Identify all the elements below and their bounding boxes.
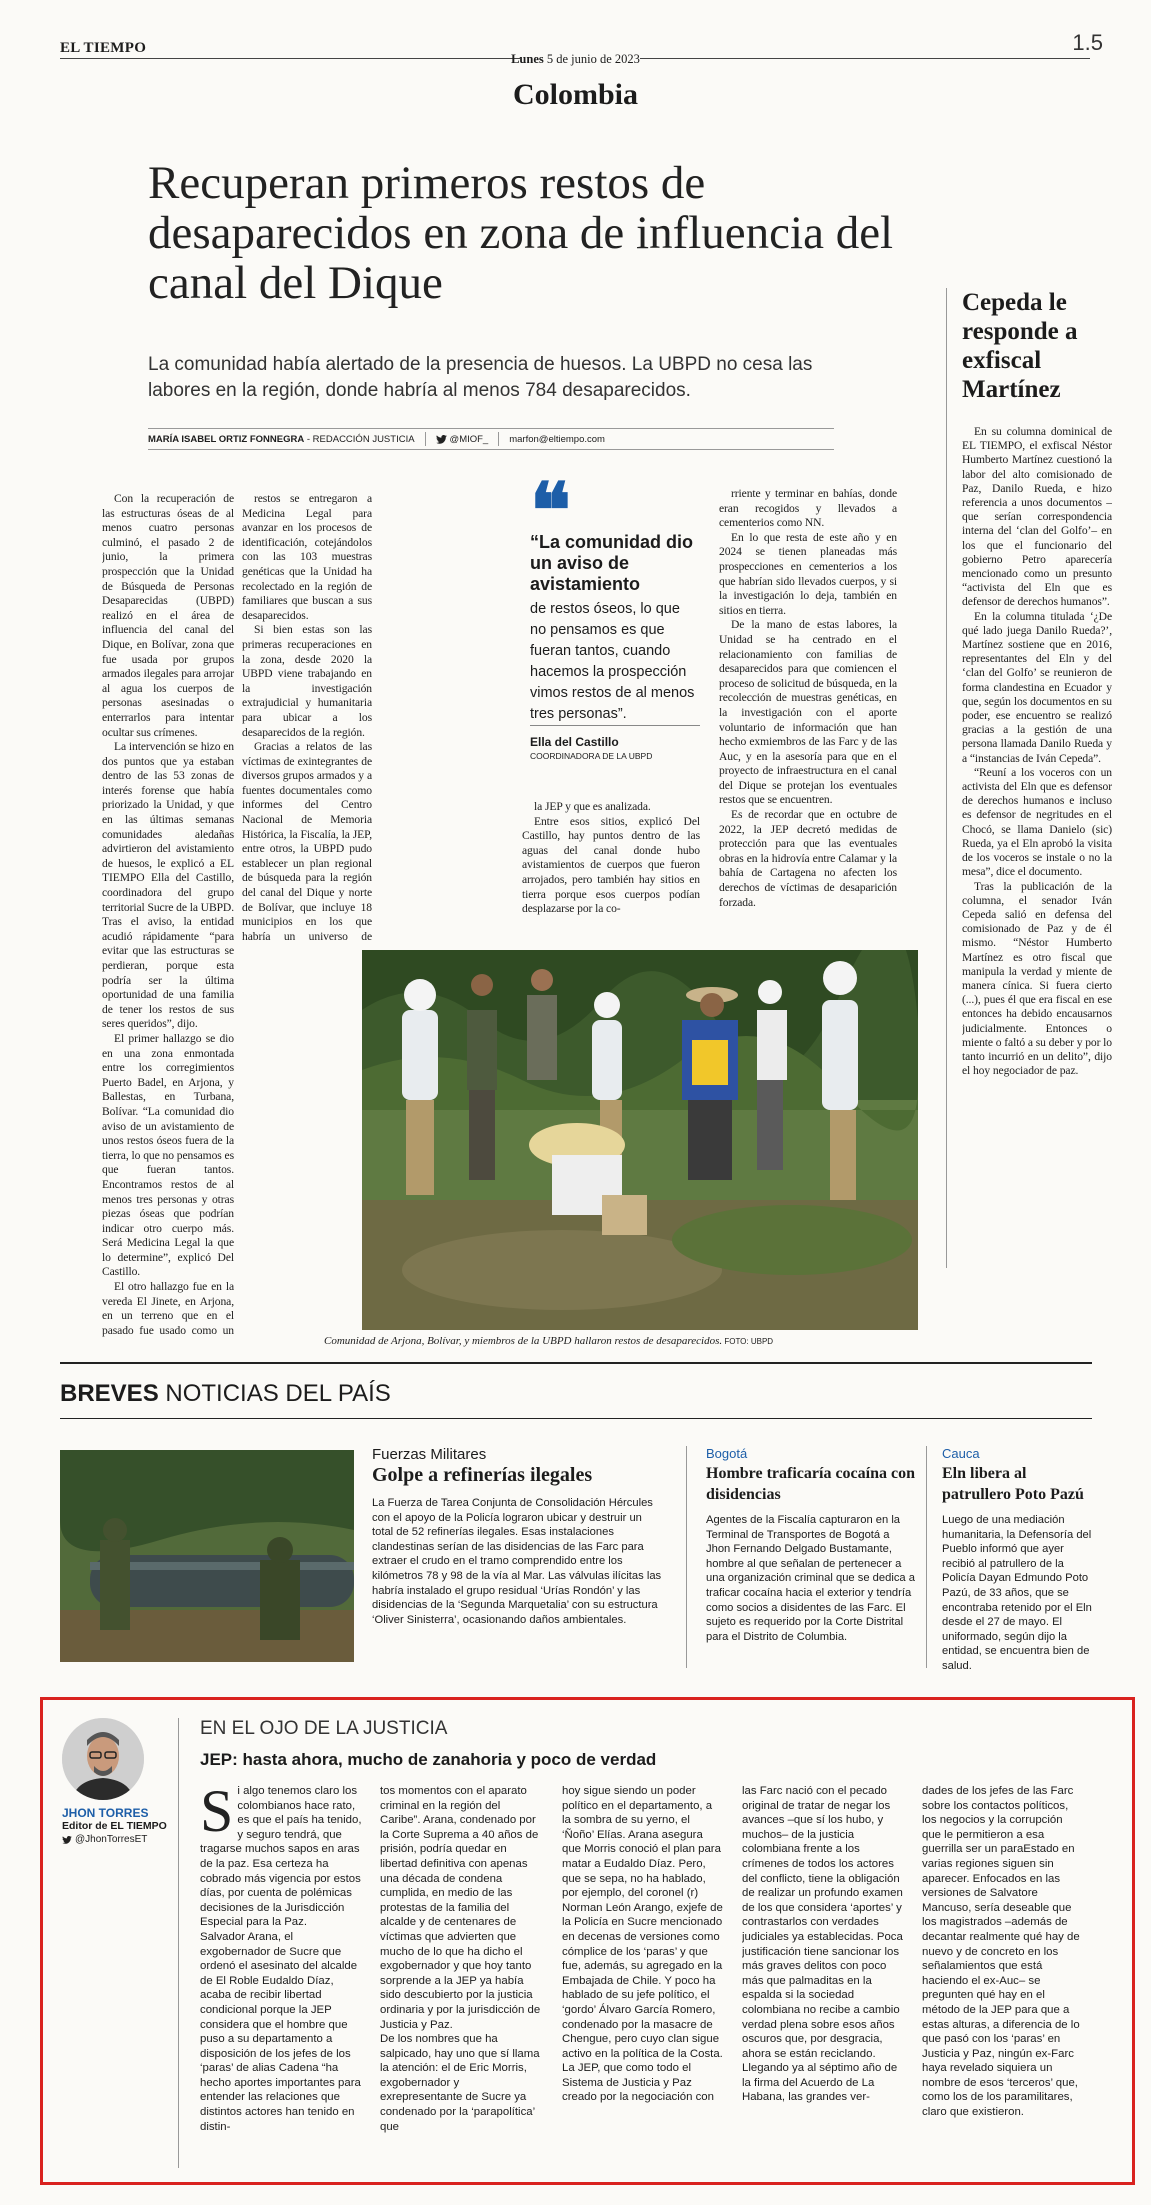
brief-kicker: Bogotá: [706, 1446, 748, 1461]
brief-kicker: Fuerzas Militares: [372, 1446, 487, 1463]
pull-quote-text: de restos óseos, lo que no pensamos es que fueran tantos, cuando hacemos la prospección vimos restos de al menos tres personas”.: [530, 601, 695, 722]
paragraph: Es de recordar que en octubre de 2022, la JEP decretó medidas de protección para que las eventuales obras en la hidrovía entre Calamar y la bahía de Cartagena no afecten los derechos de víctimas de desaparición forzada.: [719, 808, 897, 909]
brief-divider: [926, 1446, 927, 1668]
article-photo: [362, 950, 918, 1330]
brief-1: [372, 1446, 662, 1627]
photo-caption: Comunidad de Arjona, Bolívar, y miembros de la UBPD hallaron restos de desaparecidos. FOTO: UBPD: [324, 1335, 774, 1347]
opinion-section: EN EL OJO DE LA JUSTICIA: [200, 1718, 448, 1739]
paragraph: Entre esos sitios, explicó Del Castillo, hay puntos dentro de las aguas del canal donde hubo avistamientos de cuerpos que fueron arrojados, pero también hay sitios en tierra porque esos cuerpos podían desplazarse por la co-: [522, 814, 700, 916]
paragraph: En lo que resta de este año y en 2024 se tienen planeadas más prospecciones en cementerios a los que habrían sido llevados cuerpos, y si la investigación lo deja, también en sitios en tierra.: [719, 530, 897, 617]
opinion-column-2: [380, 1784, 542, 2174]
brief-title: Hombre traficaría cocaína con disidencias: [706, 1465, 915, 1503]
byline-author: MARÍA ISABEL ORTIZ FONNEGRA - REDACCIÓN JUSTICIA: [148, 433, 415, 445]
avatar: [62, 1718, 144, 1800]
opinion-column-1: [200, 1784, 362, 2174]
quote-rule: [530, 725, 700, 726]
author-role: Editor de EL TIEMPO: [62, 1820, 167, 1832]
paragraph: El primer hallazgo se dio en una zona enmontada entre los corregimientos Puerto Badel, en Arjona, y Ballestas, en Turbana, Bolívar. “La comunidad dio aviso de un avistamiento de unos restos óseos fuera de la tierra, lo que no pensamos es que fueran tantos. Encontramos restos de al menos tres personas y otras piezas óseas que podrían indicar otro cuerpo más. Será Medicina Legal la que lo determine”, explicó Del Castillo.: [102, 1031, 234, 1279]
article-column-3: [522, 800, 700, 945]
brief-3: [942, 1446, 1092, 1674]
pull-quote-lead: “La comunidad dio un aviso de avistamiento: [530, 532, 694, 594]
byline-twitter[interactable]: @MIOF_: [436, 434, 489, 445]
byline: [148, 428, 834, 450]
twitter-icon: [62, 1836, 72, 1844]
page-number: 1.5: [1072, 30, 1103, 55]
paragraph: las Farc nació con el pecado original de tratar de negar los avances –que sí los hubo, y muchos– de la justicia colombiana frente a los crímenes de todos los actores del conflicto, tiene la obligación de realizar un profundo examen de los que considera ‘aportes’ y contrastarlos con verdades judiciales ya establecidas. Poca justificación tiene sancionar los más graves delitos con poco más que palmaditas en la espalda si la sociedad colombiana no recibe a cambio verdad plena sobre esos años oscuros que, por desgracia, ahora se están reciclando.: [742, 1785, 903, 2060]
quote-attribution-name: Ella del Castillo: [530, 735, 619, 749]
article-column-4: [719, 487, 897, 942]
standfirst: La comunidad había alertado de la presencia de huesos. La UBPD no cesa las labores en la región, donde habría al menos 784 desaparecidos.: [148, 354, 813, 401]
section-title: Colombia: [512, 78, 638, 111]
byline-email[interactable]: marfon@eltiempo.com: [509, 433, 605, 445]
byline-separator: [498, 432, 499, 446]
paragraph: hoy sigue siendo un poder político en el departamento, a la sombra de su yerno, el ‘Ñoño’ Elías. Arana asegura que Morris conoció el plan para matar a Eudaldo Díaz. Pero, que se sepa, no ha hablado, por ejemplo, del coronel (r) Norman León Arango, exjefe de la Policía en Sucre mencionado en decenas de versiones como cómplice de los ‘paras’ y que fue, además, su agregado en la Embajada de Chile. Y poco ha hablado de su jefe político, el ‘gordo’ Álvaro García Romero, condenado por la masacre de Chengue, pero cuyo clan sigue activo en la política de la Costa.: [562, 1785, 723, 2060]
brief-2: [706, 1446, 916, 1644]
brief-kicker: Cauca: [942, 1446, 980, 1461]
paragraph: Llegando ya al séptimo año de la firma del Acuerdo de La Habana, las grandes ver-: [742, 2062, 898, 2104]
paragraph: dades de los jefes de las Farc sobre los contactos políticos, los negocios y la corrupción que le permitieron a esa guerrilla ser un paraEstado en varias regiones siguen sin aparecer. Enfocados en las versiones de Salvatore Mancuso, sería deseable que los magistrados –además de decantar realmente qué hay de nuevo y de concreto en los señalamientos que está haciendo el ex-Auc– se pregunten qué hay en el método de la JEP para que a estas alturas, a diferencia de lo que pasó con los ‘paras’ en Justicia y Paz, ningún ex-Farc haya revelado siquiera un nombre de esos ‘terceros’ que, como los de los paramilitares, claro que existieron.: [922, 1785, 1080, 2119]
paragraph: Salvador Arana, el exgobernador de Sucre que ordenó el asesinato del alcalde de El Roble Eudaldo Díaz, acaba de recibir libertad condicional porque la JEP considera que el hombre que puso a su departamento a disposición de los jefes de los ‘paras’ de alias Cadena “ha hecho aportes importantes para entender las relaciones que distintos actores han tenido en distin-: [200, 1930, 361, 2133]
paragraph: El otro hallazgo fue en la vereda El Jinete, en Arjona, en un terreno que en el pasado fue usado como un: [102, 1280, 234, 1337]
paragraph: En la columna titulada ‘¿De qué lado juega Danilo Rueda?’, Martínez sostiene que en 2016, representantes del Eln y del ‘clan del Golfo’ se reunieron de forma clandestina en Ecuador y que, según los documentos en su poder, ese encuentro se realizó gracias a la gestión de una persona llamada Danilo Rueda y a “instancias de Iván Cepeda”.: [962, 609, 1112, 765]
brief-body: Agentes de la Fiscalía capturaron en la Terminal de Transportes de Bogotá a Jhon Fernando Delgado Bustamante, hombre al que señalan de pertenecer a una organización criminal que se dedica a traficar cocaína hacia el exterior y tendría como socios a disidentes de las Farc. El sujeto es requerido por la Corte Distrital para el Distrito de Columbia.: [706, 1514, 915, 1643]
opinion-column-4: [742, 1784, 904, 2174]
paragraph: restos se entregaron a Medicina Legal para avanzar en los procesos de identificación, cotejándolos con las 103 muestras genéticas que la Unidad ha recolectado en la región de familiares que buscan a sus desaparecidos.: [242, 492, 372, 622]
quote-attribution-role: COORDINADORA DE LA UBPD: [530, 751, 653, 761]
masthead: EL TIEMPO: [60, 40, 147, 56]
dropcap: S: [200, 1784, 234, 1844]
quote-mark-icon: ❝: [530, 470, 571, 554]
paragraph: “Reuní a los voceros con un activista del Eln que es defensor de derechos humanos e incluso es defensor de negritudes en el Chocó, se llama Danielo (sic) Rueda, ya el Eln aprobó la visita de los voceros se instale o no la mesa”, dice el documento.: [962, 765, 1112, 879]
paragraph: De los nombres que ha salpicado, hay uno que sí llama la atención: el de Eric Morris, exgobernador y exrepresentante de Sucre ya condenado por la ‘parapolítica’ que: [380, 2033, 540, 2133]
opinion-title: JEP: hasta ahora, mucho de zanahoria y poco de verdad: [200, 1750, 657, 1769]
opinion-column-3: [562, 1784, 724, 2174]
author-handle[interactable]: @JhonTorresET: [62, 1834, 147, 1845]
brief-divider: [686, 1446, 687, 1668]
breves-photo: [60, 1450, 354, 1662]
paragraph: la JEP y que es analizada.: [534, 800, 651, 813]
author-name: JHON TORRES: [62, 1806, 149, 1820]
article-column-2: [242, 492, 372, 942]
sidebar-rule: [946, 288, 947, 1268]
paragraph: Si bien estas son las primeras recuperaciones en la zona, desde 2020 la UBPD viene trabajando en la investigación extrajudicial y humanitaria para ubicar a los desaparecidos de la región.: [242, 623, 372, 739]
article-column-1: [102, 492, 234, 1337]
dateline: [0, 52, 1151, 67]
date-rest: 5 de junio de 2023: [543, 52, 640, 66]
paragraph: La JEP, que como todo el Sistema de Justicia y Paz creado por la negociación con: [562, 2062, 714, 2104]
paragraph: La intervención se hizo en dos puntos que ya estaban dentro de las 53 zonas de interés forense que había priorizado la Unidad, y que en las últimas semanas comunidades aledañas advirtieron del avistamiento de huesos, le explicó a EL TIEMPO Ella del Castillo, coordinadora del grupo territorial Sucre de la UBPD. Tras el aviso, la entidad acudió rápidamente “para evitar que las estructuras se perdieran, porque esta podría ser la última oportunidad de una familia de tener los restos de sus seres queridos”, dijo.: [102, 740, 234, 1031]
breves-top-rule: [60, 1362, 1092, 1364]
paragraph: Gracias a relatos de las víctimas de exintegrantes de diversos grupos armados y a fuentes documentales como informes del Centro Nacional de Memoria Histórica, la Fiscalía, la JEP, entre otros, la UBPD pudo establecer un plan regional de búsqueda para la región del canal del Dique y norte de Bolívar, que incluye 18 municipios en los que habría un universo de: [242, 740, 372, 942]
paragraph: rriente y terminar en bahías, donde eran recogidos y llevados a cementerios como NN.: [719, 487, 897, 530]
paragraph: En su columna dominical de EL TIEMPO, el exfiscal Néstor Humberto Martínez cuestionó la labor del alto comisionado de Paz, Danilo Rueda, e hizo referencia a unos documentos –que serían correspondencia interna del ‘clan del Golfo’– en los que el funcionario del gobierno Petro aparecería mencionado como un presunto “activista del Eln que es defensor de derechos humanos”.: [962, 425, 1112, 609]
brief-body: La Fuerza de Tarea Conjunta de Consolidación Hércules con el apoyo de la Policía lograron ubicar y destruir un total de 52 refinerías ilegales. Esas instalaciones clandestinas serían de las disidencias de las Farc para extraer el crudo en el tramo comprendido entre los kilómetros 78 y 98 de la vía al Mar. Las válvulas ilícitas las habría instalado el grupo residual ‘Urías Rondón’ y las disidencias de la ‘Segunda Marquetalia’ con su estructura ‘Oliver Sinisterra’, ocasionando daños ambientales.: [372, 1497, 662, 1626]
twitter-icon: [436, 435, 447, 444]
paragraph: i algo tenemos claro los colombianos hace rato, es que el país ha tenido, y seguro tendrá, que tragarse muchos sapos en aras de la paz. Esa certeza ha cobrado más vigencia por estos días, por cuenta de polémicas decisiones de la Jurisdicción Especial para la Paz.: [200, 1785, 362, 1929]
paragraph: De la mano de estas labores, la Unidad se ha centrado en el relacionamiento con familias de desaparecidos para que comiencen el proceso de solicitud de búsqueda, en la recolección de muestras genéticas, en la investigación con el aporte voluntario de información que han hecho exmiembros de las Farc y de las Auc, y en la asesoría para que en el proyecto de infraestructura en el canal del Dique se protejan los eventuales restos que se encuentren.: [719, 618, 897, 807]
paragraph: Tras la publicación de la columna, el senador Iván Cepeda salió en defensa del comisionado de Paz y de él mismo. “Néstor Humberto Martínez es otro fiscal que manipula la verdad y miente de manera cínica. Si fuera cierto (...), pues él que era fiscal en ese entonces ha debido encausarnos judicialmente. Entonces o miente o faltó a su deber y por lo tanto incurrió en un delito”, dijo el hoy negociador de paz.: [962, 879, 1112, 1078]
sidebar-body: [962, 425, 1112, 1078]
opinion-column-5: [922, 1784, 1084, 2174]
date-day: Lunes: [511, 52, 544, 66]
byline-separator: [425, 432, 426, 446]
paragraph: Con la recuperación de las estructuras óseas de al menos cuatro personas culminó, el pasado 2 de junio, la primera prospección que la Unidad de Búsqueda de Personas Desaparecidas (UBPD) realizó en el área de influencia del canal del Dique, en Bolívar, zona que fue usada por grupos armados ilegales para arrojar al agua los cuerpos de personas asesinadas o enterrarlos para intentar ocultar sus crímenes.: [102, 492, 234, 739]
brief-title: Eln libera al patrullero Poto Pazú: [942, 1465, 1084, 1503]
headline: Recuperan primeros restos de desaparecidos en zona de influencia del canal del Dique: [148, 157, 894, 309]
breves-heading: BREVES NOTICIAS DEL PAÍS: [60, 1380, 391, 1407]
sidebar-title: Cepeda le responde a exfiscal Martínez: [962, 289, 1078, 403]
breves-bottom-rule: [60, 1418, 1092, 1419]
brief-body: Luego de una mediación humanitaria, la Defensoría del Pueblo informó que ayer recibió al patrullero de la Policía Dayan Edmundo Poto Pazú, de 33 años, que se encontraba retenido por el Eln desde el 27 de mayo. El uniformado, según dijo la entidad, se encuentra bien de salud.: [942, 1514, 1092, 1672]
paragraph: tos momentos con el aparato criminal en la región del Caribe”. Arana, condenado por la Corte Suprema a 40 años de prisión, podría quedar en libertad definitiva con apenas una década de condena cumplida, en medio de las protestas de la familia del alcalde y de centenares de víctimas que advierten que mucho de lo que ha dicho el exgobernador y que hoy tanto sorprende a la JEP ya había sido descubierto por la justicia ordinaria y por la jurisdicción de Justicia y Paz.: [380, 1785, 541, 2031]
opinion-divider: [178, 1718, 179, 2168]
brief-title: Golpe a refinerías ilegales: [372, 1464, 593, 1486]
photo-credit: FOTO: UBPD: [722, 1337, 774, 1346]
